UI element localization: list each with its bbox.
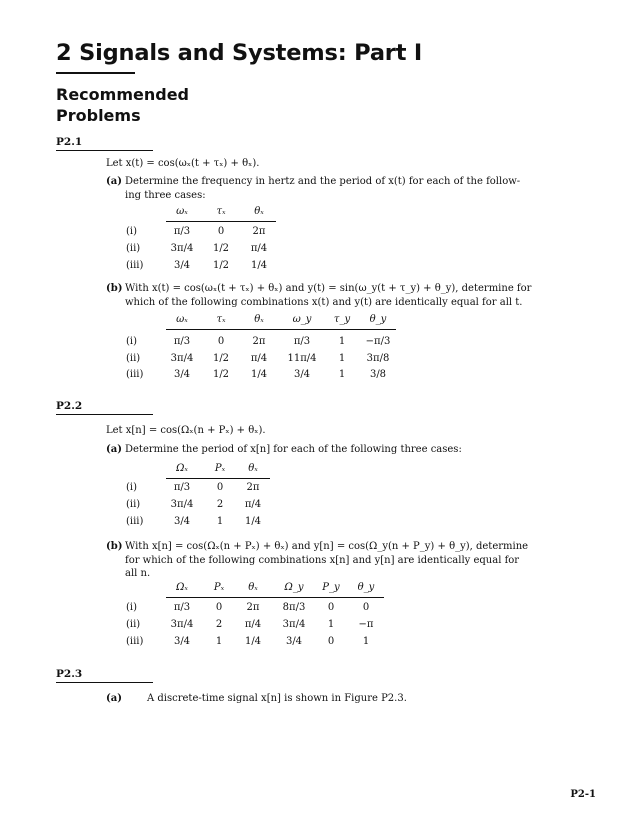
table-header: Pₓ — [213, 582, 225, 593]
table-header: θ_y — [369, 314, 387, 325]
table-cell: 3/4 — [173, 260, 191, 271]
table-cell: 1/4 — [250, 369, 268, 380]
table-cell: −π/3 — [365, 336, 391, 347]
p2-2b-text-line-3: all n. — [125, 568, 151, 579]
table-cell: 0 — [217, 226, 225, 237]
table-header: P_y — [322, 582, 340, 593]
table-cell: 0 — [216, 482, 224, 493]
p2-1a-text-line-2: ing three cases: — [125, 189, 206, 201]
table-row-label: (iii) — [126, 636, 144, 647]
p2-3a-text: A discrete-time signal x[n] is shown in Figure P2.3. — [147, 693, 407, 704]
table-row-label: (iii) — [126, 516, 144, 527]
table-cell: 11π/4 — [287, 353, 317, 364]
p2-2a-label: (a) — [106, 444, 122, 455]
table-cell: 2π — [246, 602, 260, 613]
table-cell: 0 — [215, 602, 223, 613]
table-cell: 1/2 — [212, 243, 230, 254]
table-cell: 2π — [252, 226, 266, 237]
section-title-line-1: Recommended — [56, 85, 189, 104]
table-row-label: (i) — [126, 336, 138, 347]
table-cell: 3/8 — [369, 369, 387, 380]
p2-2b-text-line-2: for which of the following combinations x[n] and y[n] are identically equal for — [125, 554, 520, 566]
table-header: Ωₓ — [176, 463, 188, 474]
table-cell: 3/4 — [173, 516, 191, 527]
chapter-title: 2 Signals and Systems: Part I — [56, 40, 423, 66]
chapter-title-rule — [56, 72, 135, 74]
section-title-line-2: Problems — [56, 106, 141, 125]
p2-1b-text-line-2: which of the following combinations x(t) and y(t) are identically equal for all t. — [125, 296, 523, 308]
table-cell: 1/2 — [212, 369, 230, 380]
table-cell: 8π/3 — [282, 602, 306, 613]
p2-1-intro: Let x(t) = cos(ωₓ(t + τₓ) + θₓ). — [106, 158, 260, 169]
table-header: ωₓ — [176, 206, 188, 217]
table-cell: 3/4 — [173, 369, 191, 380]
table-cell: π/3 — [293, 336, 311, 347]
table-row-label: (i) — [126, 482, 138, 493]
table-cell: 0 — [327, 602, 335, 613]
p2-1b-text — [125, 282, 531, 309]
p2-1a-text-line-1: Determine the frequency in hertz and the period of x(t) for each of the follow- — [125, 176, 521, 187]
table-cell: 1 — [338, 336, 346, 347]
table-cell: 0 — [327, 636, 335, 647]
table-cell: 1/2 — [212, 260, 230, 271]
p2-1a-text — [125, 175, 520, 202]
problem-rule-p2-2 — [56, 414, 153, 415]
table-cell: 2 — [216, 499, 224, 510]
p2-3a-label: (a) — [106, 693, 122, 704]
table-cell: 1 — [338, 353, 346, 364]
table-header-rule — [166, 597, 384, 598]
problem-rule-p2-1 — [56, 150, 153, 151]
p2-1b-label: (b) — [106, 283, 123, 294]
table-cell: 3π/8 — [366, 353, 390, 364]
p2-2a-text — [125, 443, 462, 457]
table-header: θₓ — [254, 314, 264, 325]
table-row-label: (iii) — [126, 260, 144, 271]
table-header: θₓ — [248, 582, 258, 593]
p2-1b-text-line-1: With x(t) = cos(ωₓ(t + τₓ) + θₓ) and y(t) = sin(ω_y(t + τ_y) + θ_y), determine for — [125, 283, 532, 294]
table-cell: 1 — [215, 636, 223, 647]
table-cell: 0 — [217, 336, 225, 347]
problem-rule-p2-3 — [56, 682, 153, 683]
table-cell: 1 — [327, 619, 335, 630]
table-row-label: (i) — [126, 602, 138, 613]
table-header: θₓ — [248, 463, 258, 474]
table-cell: 1/4 — [250, 260, 268, 271]
table-cell: 2 — [215, 619, 223, 630]
table-cell: π/4 — [244, 619, 262, 630]
table-cell: π/3 — [173, 226, 191, 237]
p2-2a-text-line-1: Determine the period of x[n] for each of the following three cases: — [125, 444, 462, 455]
p2-2-intro: Let x[n] = cos(Ωₓ(n + Pₓ) + θₓ). — [106, 425, 266, 436]
table-header-rule — [166, 329, 396, 330]
p2-2b-text — [125, 540, 528, 581]
p2-1a-label: (a) — [106, 176, 122, 187]
table-header-rule — [166, 221, 276, 222]
table-header: ω_y — [292, 314, 312, 325]
table-cell: 1/4 — [244, 516, 262, 527]
table-row-label: (iii) — [126, 369, 144, 380]
table-cell: π/3 — [173, 482, 191, 493]
page-number: P2-1 — [570, 789, 596, 800]
table-cell: 3π/4 — [170, 353, 194, 364]
table-header: θₓ — [254, 206, 264, 217]
table-cell: π/4 — [250, 243, 268, 254]
table-cell: 2π — [246, 482, 260, 493]
table-cell: π/4 — [250, 353, 268, 364]
table-row-label: (ii) — [126, 243, 141, 254]
table-cell: 1 — [362, 636, 370, 647]
table-cell: 1 — [338, 369, 346, 380]
table-header: τ_y — [333, 314, 351, 325]
problem-label-p2-1: P2.1 — [56, 136, 83, 148]
table-header: Ω_y — [284, 582, 304, 593]
table-header: Pₓ — [214, 463, 226, 474]
p2-2b-text-line-1: With x[n] = cos(Ωₓ(n + Pₓ) + θₓ) and y[n] = cos(Ω_y(n + P_y) + θ_y), determine — [125, 541, 529, 552]
table-header: τₓ — [216, 206, 226, 217]
table-cell: π/3 — [173, 336, 191, 347]
table-header: θ_y — [357, 582, 375, 593]
table-cell: 1 — [216, 516, 224, 527]
table-cell: −π — [358, 619, 374, 630]
table-header: Ωₓ — [176, 582, 188, 593]
section-title — [56, 84, 189, 126]
table-cell: 3/4 — [285, 636, 303, 647]
table-cell: 1/4 — [244, 636, 262, 647]
table-cell: π/3 — [173, 602, 191, 613]
problem-label-p2-2: P2.2 — [56, 400, 83, 412]
table-header-rule — [166, 478, 270, 479]
table-cell: 1/2 — [212, 353, 230, 364]
table-cell: 3π/4 — [170, 499, 194, 510]
p2-2b-label: (b) — [106, 541, 123, 552]
table-cell: 3π/4 — [170, 243, 194, 254]
table-cell: 3/4 — [173, 636, 191, 647]
table-cell: 3π/4 — [170, 619, 194, 630]
table-header: τₓ — [216, 314, 226, 325]
table-cell: 3/4 — [293, 369, 311, 380]
table-cell: 3π/4 — [282, 619, 306, 630]
table-row-label: (i) — [126, 226, 138, 237]
table-row-label: (ii) — [126, 619, 141, 630]
table-row-label: (ii) — [126, 353, 141, 364]
table-header: ωₓ — [176, 314, 188, 325]
table-cell: 2π — [252, 336, 266, 347]
table-row-label: (ii) — [126, 499, 141, 510]
table-cell: π/4 — [244, 499, 262, 510]
table-cell: 0 — [362, 602, 370, 613]
problem-label-p2-3: P2.3 — [56, 668, 83, 680]
